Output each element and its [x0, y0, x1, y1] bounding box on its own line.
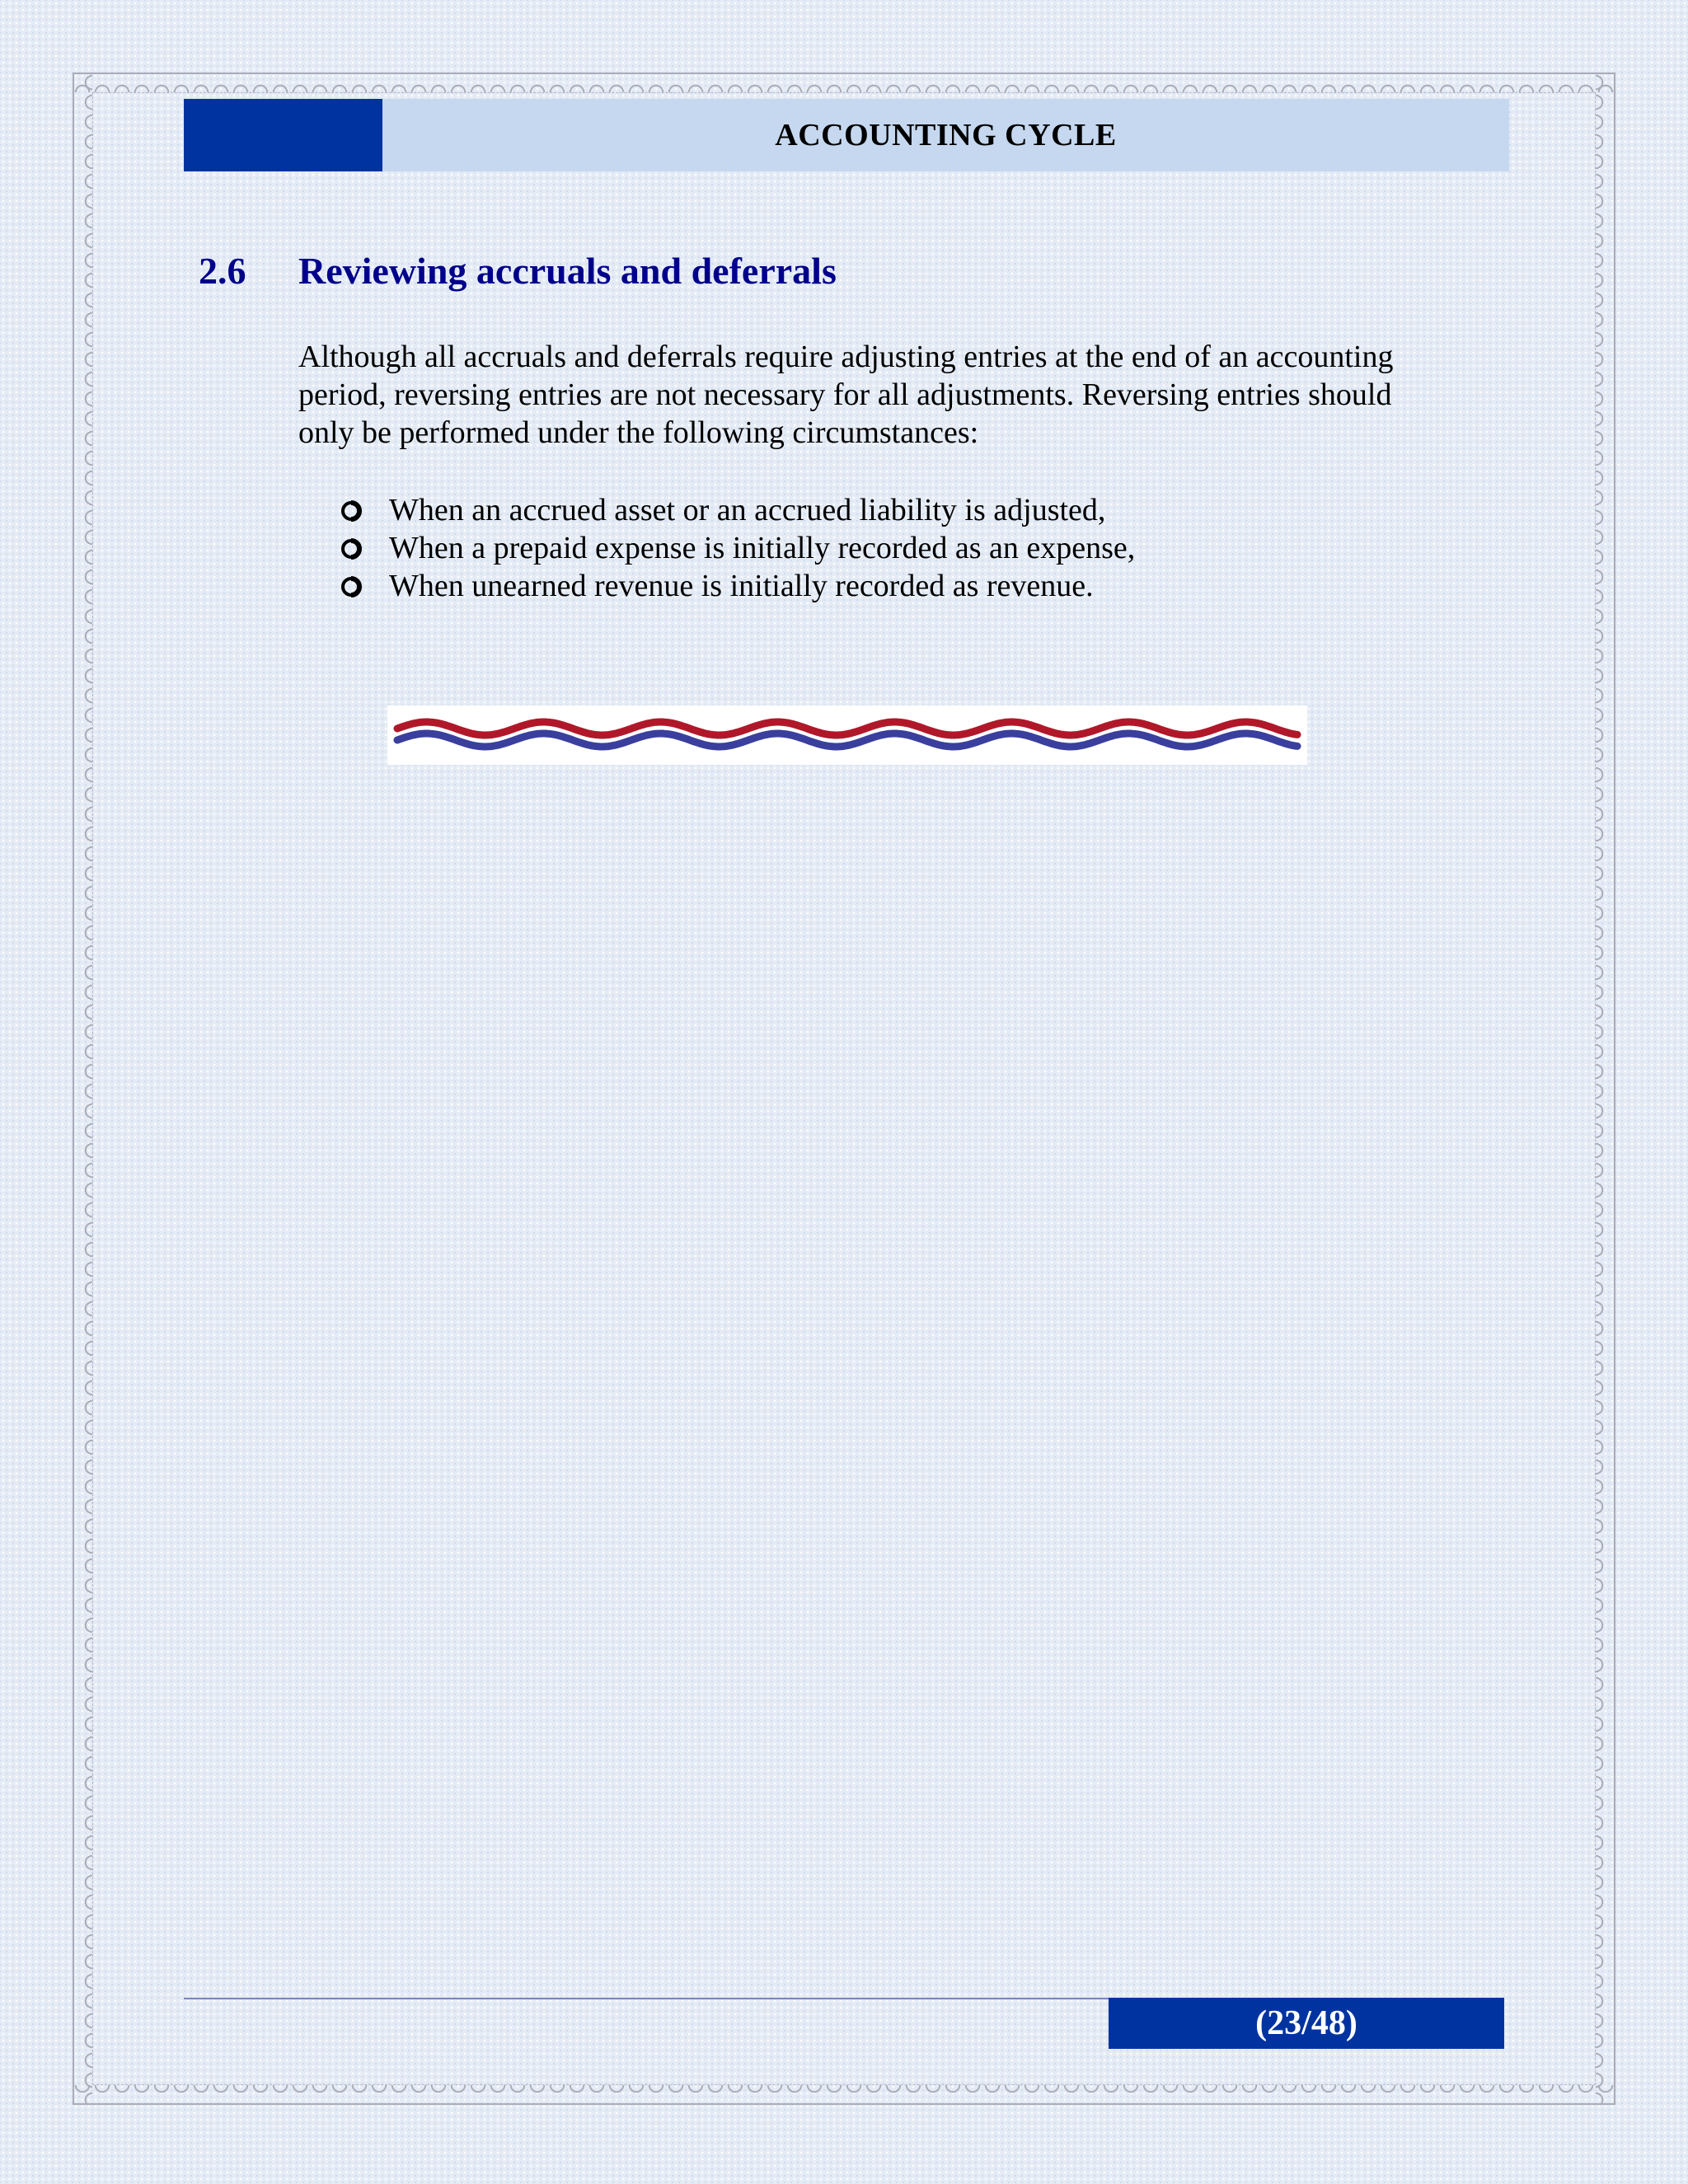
header-color-block — [184, 99, 382, 171]
border-ornament-right — [1596, 73, 1615, 2105]
border-ornament-top — [73, 73, 1615, 92]
paragraph-line: only be performed under the following circumstances: — [298, 415, 979, 450]
page-number: (23/48) — [1109, 1998, 1504, 2049]
border-ornament-left — [73, 73, 92, 2105]
paragraph-line: period, reversing entries are not necessary for all adjustments. Reversing entries should — [298, 377, 1392, 412]
list-item — [338, 529, 1135, 567]
border-ornament-bottom — [73, 2085, 1615, 2105]
footer-rule — [184, 1998, 1109, 1999]
list-item-text: When an accrued asset or an accrued liability is adjusted, — [389, 493, 1106, 527]
header-bar — [184, 99, 1509, 171]
section-title: Reviewing accruals and deferrals — [298, 250, 837, 292]
header-title: ACCOUNTING CYCLE — [775, 118, 1117, 152]
list-item — [338, 491, 1135, 529]
circumstances-list — [338, 491, 1135, 605]
list-item-text: When a prepaid expense is initially recorded as an expense, — [389, 531, 1136, 565]
wave-divider-graphic — [387, 705, 1307, 765]
section-number: 2.6 — [199, 250, 246, 292]
body-paragraph — [298, 338, 1469, 452]
paragraph-line: Although all accruals and deferrals require adjusting entries at the end of an accounting — [298, 340, 1394, 374]
section-heading — [199, 249, 837, 293]
wave-divider — [387, 705, 1307, 765]
list-item — [338, 567, 1135, 605]
circle-bullet-icon — [340, 499, 363, 523]
circle-bullet-icon — [340, 537, 363, 560]
circle-bullet-icon — [340, 575, 363, 598]
list-item-text: When unearned revenue is initially recorded as revenue. — [389, 569, 1094, 603]
